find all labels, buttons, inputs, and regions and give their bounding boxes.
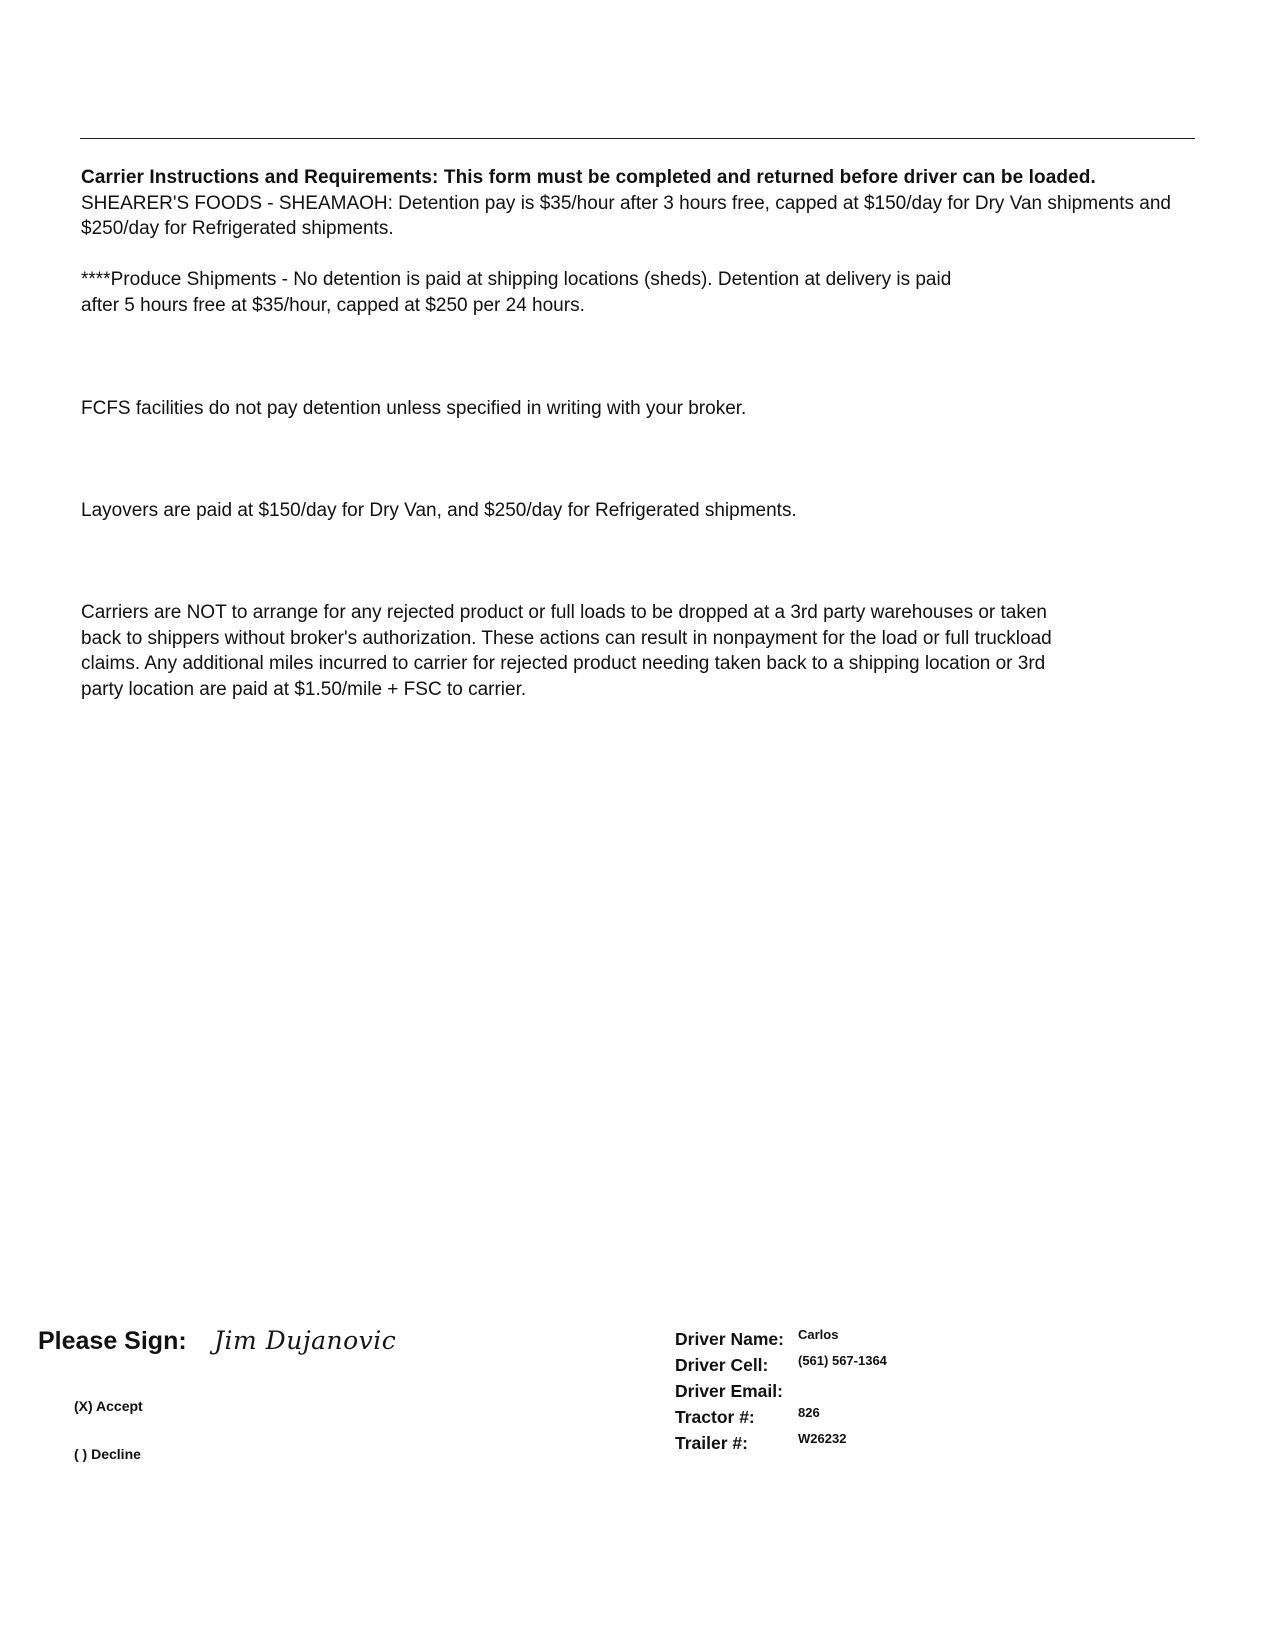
signature-field[interactable]: Jim Dujanovic bbox=[214, 1326, 397, 1355]
please-sign-label: Please Sign: bbox=[38, 1327, 187, 1355]
produce-shipments-paragraph: ****Produce Shipments - No detention is paid at shipping locations (sheds). Detention at delivery is paid after 5 hours free at $35/hour, capped at $250 per 24 hours. bbox=[81, 269, 952, 316]
driver-cell-value[interactable]: (561) 567-1364 bbox=[798, 1353, 887, 1368]
carrier-instructions-paragraph bbox=[81, 165, 1191, 242]
rejected-product-paragraph: Carriers are NOT to arrange for any rejected product or full loads to be dropped at a 3rd party warehouses or taken back to shippers without broker's authorization. These actions can result in nonpayment for the load or full truckload claims. Any additional miles incurred to carrier for rejected product needing taken back to a shipping location or 3rd party location are paid at $1.50/mile + FSC to carrier. bbox=[81, 602, 1052, 700]
accept-option[interactable]: (X) Accept bbox=[74, 1398, 143, 1414]
driver-name-value[interactable]: Carlos bbox=[798, 1327, 839, 1342]
fcfs-paragraph: FCFS facilities do not pay detention unless specified in writing with your broker. bbox=[81, 398, 747, 419]
instructions-heading: Carrier Instructions and Requirements: This form must be completed and returned before driver can be loaded. bbox=[81, 167, 1096, 188]
header-divider bbox=[80, 138, 1195, 139]
tractor-value[interactable]: 826 bbox=[798, 1405, 820, 1420]
driver-email-label: Driver Email: bbox=[675, 1381, 783, 1401]
driver-name-label: Driver Name: bbox=[675, 1329, 784, 1349]
decline-option[interactable]: ( ) Decline bbox=[74, 1446, 141, 1462]
trailer-label: Trailer #: bbox=[675, 1433, 748, 1453]
driver-cell-label: Driver Cell: bbox=[675, 1355, 769, 1375]
shearers-detention-text: SHEARER'S FOODS - SHEAMAOH: Detention pay is $35/hour after 3 hours free, capped at $150/day for Dry Van shipments and $250/day for Refrigerated shipments. bbox=[81, 192, 1171, 239]
tractor-label: Tractor #: bbox=[675, 1407, 755, 1427]
layovers-paragraph: Layovers are paid at $150/day for Dry Van, and $250/day for Refrigerated shipments. bbox=[81, 500, 797, 521]
trailer-value[interactable]: W26232 bbox=[798, 1431, 847, 1446]
